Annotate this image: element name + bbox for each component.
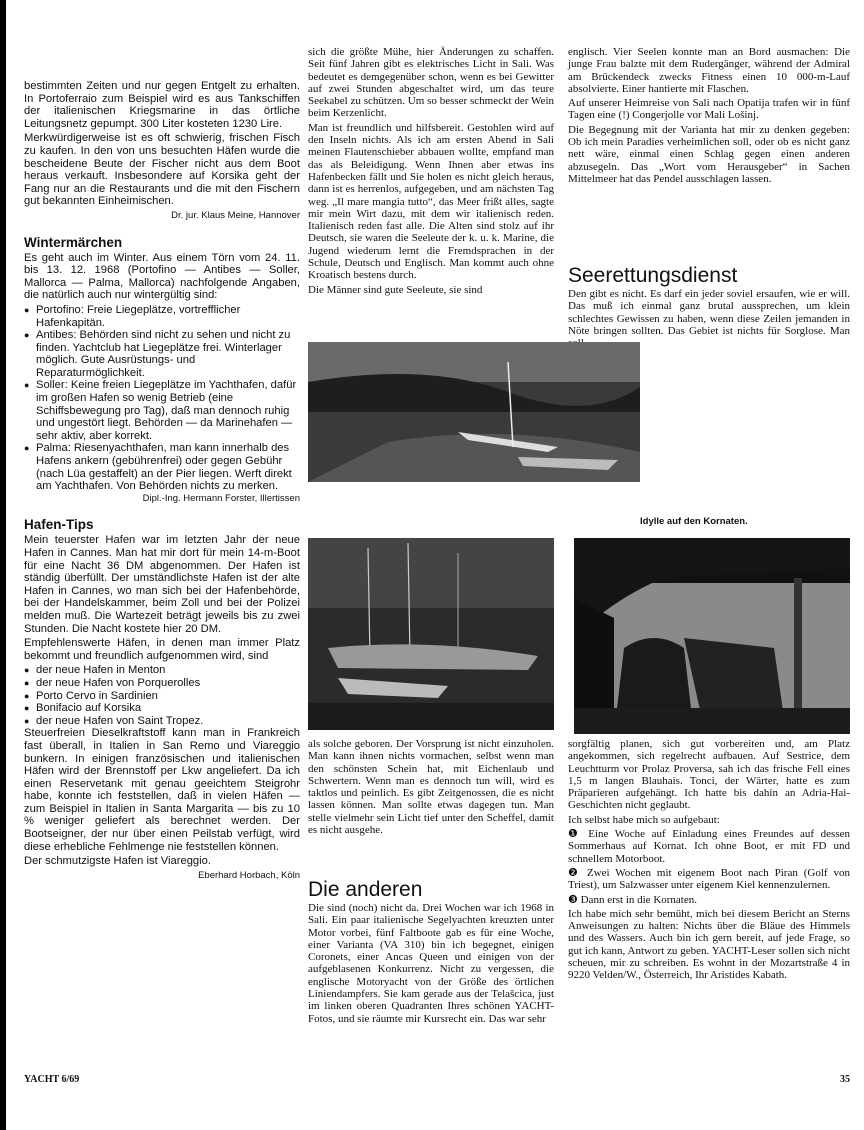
winter-intro: Es geht auch im Winter. Aus einem Törn vom 24. 11. bis 13. 12. 1968 (Portofino — Antibes — Soller, Mallorca — Palma, Mallorca) nachfolgende Angaben, die natürlich auch nur wintergültig sind: xyxy=(24,251,300,302)
heading-hafen-tips: Hafen-Tips xyxy=(24,517,94,533)
page-edge xyxy=(0,0,6,1130)
paragraph: sorgfältig planen, sich gut vorbereiten und, am Platz angekommen, sich regelrecht aufbauen. Auf Sestrice, dem Leuchtturm vor Prolaz Proversa, sah ich das frische Fell eines 1,5 m langen Blauhais. Tonci, der Wärter, hatte es zum Präparieren aufgehängt. Ich hatte bis dahin an Adria-Hai-Geschichten nicht geglaubt. xyxy=(568,738,850,812)
footer-issue: YACHT 6/69 xyxy=(24,1074,80,1085)
column-2-top xyxy=(308,46,554,336)
photo-image xyxy=(308,538,554,730)
intro-paragraph: bestimmten Zeiten und nur gegen Entgelt zu erhalten. In Portoferraio zum Beispiel wird es aus Tankschiffen der italienischen Kriegsmarine in das örtliche Leitungsnetz gepumpt. 300 Liter kosteten 1230 Lire. xyxy=(24,80,300,130)
harbor-item: ● Bonifacio auf Korsika xyxy=(24,702,300,715)
paragraph: als solche geboren. Der Vorsprung ist nicht einzuholen. Man kann ihnen nichts vormachen, selbst wenn man den schönsten Schein hat, mit Eichenlaub und Schwertern. Wenn man es dennoch tun will, wird es taktlos und peinlich. Es gibt Zeitgenossen, die es nicht lassen können. Man sollte etwas dagegen tun. Man stelle vielmehr sein Licht tief unter den Scheffel, damit es nicht ausgehe. xyxy=(308,738,554,837)
harbor-item: ● der neue Hafen von Porquerolles xyxy=(24,677,300,690)
page-number: 35 xyxy=(840,1074,850,1085)
diesel-paragraph: Steuerfreien Dieselkraftstoff kann man in Frankreich fast überall, in Italien in San Remo und Viareggio bunkern. In einigen französischen und italienischen Häfen wird der Brennstoff per Lkw angeliefert. Da ich einen Reservetank mit genau geeichtem Steigrohr habe, konnte ich feststellen, daß in vielen Häfen — zum Beispiel in Italien in Santa Margarita — bis zu 10 % weniger geliefert als berechnet werden. Der Bootseigner, der nur über einen Peilstab verfügt, wird diese erhebliche Fehlmenge nie feststellen können. xyxy=(24,727,300,853)
column-2-others xyxy=(308,878,554,1078)
heading-die-anderen: Die anderen xyxy=(308,878,423,901)
photo-harbor-night xyxy=(308,538,554,730)
recommend-list xyxy=(24,664,300,727)
winter-item: ● Soller: Keine freien Liegeplätze im Yachthafen, dafür im großen Hafen so wenig Betrieb (eine Schiffsbewegung pro Tag), daß man dennoch ruhig und ungestört liegt. Behörden — da Marinehafen — sehr aktiv, aber korrekt. xyxy=(24,379,300,442)
harbor-item: ● der neue Hafen in Menton xyxy=(24,664,300,677)
column-3-top xyxy=(568,46,850,246)
winter-item: ● Palma: Riesenyachthafen, man kann innerhalb des Hafens ankern (gebührenfrei) oder gegen Gebühr (nach Lüa gestaffelt) an der Pier liegen. Werft direkt am Yachthafen. Von Behörden nichts zu merken. xyxy=(24,442,300,492)
photo-caption: Idylle auf den Kornaten. xyxy=(640,516,748,527)
photo-image xyxy=(574,538,850,734)
column-3-bottom xyxy=(568,738,850,1068)
column-1 xyxy=(24,80,300,1080)
step-item: ❷ Zwei Wochen mit eigenem Boot nach Piran (Golf von Triest), um Salzwasser unter eigenem Kiel kennenzulernen. xyxy=(568,866,850,892)
harbor-item: ● der neue Hafen von Saint Tropez. xyxy=(24,715,300,728)
winter-list xyxy=(24,304,300,493)
photo-image xyxy=(308,342,640,482)
paragraph: Ich selbst habe mich so aufgebaut: xyxy=(568,813,720,826)
winter-item: ● Portofino: Freie Liegeplätze, vortrefflicher Hafenkapitän. xyxy=(24,304,300,329)
photo-kornaten-boats xyxy=(308,342,640,482)
paragraph: sich die größte Mühe, hier Änderungen zu schaffen. Seit fünf Jahren gibt es elektrisches Licht in Sali. Was bedeutet es demgegenüber schon, wenn es bei Gewitter auf zwei Stunden abgeschaltet wird, um das teure Seekabel zu schützen. Um so besser schmeckt der Wein beim Kerzenlicht. xyxy=(308,46,554,120)
step-item: ❶ Eine Woche auf Einladung eines Freundes auf dessen Sommerhaus auf Kornat. Ich ohne Boot, er mit FD und schnellem Motorboot. xyxy=(568,828,850,865)
step-item: ❸ Dann erst in die Kornaten. xyxy=(568,893,697,906)
recommend-intro: Empfehlenswerte Häfen, in denen man immer Platz bekommt und freundlich aufgenommen wird, sind xyxy=(24,637,300,662)
paragraph: Auf unserer Heimreise von Sali nach Opatija trafen wir in fünf Tagen eine (!) Congerjolle vor Mali Lošinj. xyxy=(568,97,850,122)
column-3-rescue xyxy=(568,264,850,337)
photo-sail-silhouette xyxy=(574,538,850,734)
fish-paragraph: Merkwürdigerweise ist es oft schwierig, frischen Fisch zu kaufen. In den von uns besuchten Häfen wurde die bescheidene Beute der Fischer nicht aus dem Boot heraus verkauft. Insbesondere auf Korsika geht der Fang nur an die Restaurants und die mit den Fischern gut bekannten Einheimischen. xyxy=(24,132,300,208)
paragraph: Die Begegnung mit der Varianta hat mir zu denken gegeben: Ob ich mein Paradies verheimlichen soll, oder ob es nicht ganz nett wäre, einmal einen Schlag gegen einen anderen abzusegeln. Das „Wort vom Herausgeber“ in Sachen Mittelmeer hat das Pendel ausschlagen lassen. xyxy=(568,123,850,185)
paragraph: Die Männer sind gute Seeleute, sie sind xyxy=(308,283,483,296)
paragraph: Die sind (noch) nicht da. Drei Wochen war ich 1968 in Sali. Ein paar italienische Segelyachten kreuzten unter Motor vorbei, fünf Faltboote gab es für eine Woche, einer Varianta (VA 310) bin ich begegnet, einigen Coronets, einer Ancas Queen und einigen von der aufgeblasenen Konkurrenz. Nicht zu vergessen, die englische Motoryacht von der Größe des örtlichen Liniendampfers. Sie kam gerade aus der Telašcica, just im linken oberen Quadranten Ihres schönen YACHT-Fotos, und sie räumte mir Kursrecht ein. Das war sehr xyxy=(308,902,554,1025)
tips-paragraph: Mein teuerster Hafen war im letzten Jahr der neue Hafen in Cannes. Man hat mir dort für mein 14-m-Boot für eine Nacht 36 DM abgenommen. Der Hafen ist ständig überfüllt. Der umständlichste Hafen ist der alte Hafen in Cannes, wo man sich bei der Hafenbehörde, bei der Handelskammer, beim Zoll und bei der Polizei melden muß. Die Wartezeit beträgt jeweils bis zu zwei Stunden. Die Nacht kostete hier 20 DM. xyxy=(24,534,300,635)
heading-wintermaerchen: Wintermärchen xyxy=(24,234,123,250)
signature-horbach: Eberhard Horbach, Köln xyxy=(198,869,300,881)
paragraph: englisch. Vier Seelen konnte man an Bord ausmachen: Die junge Frau balzte mit dem Rudergänger, während der Admiral am Brückendeck zwecks Fitness einen 10 000-m-Lauf absolvierte. Einer hantierte mit Flaschen. xyxy=(568,46,850,95)
signature-forster: Dipl.-Ing. Hermann Forster, Illertissen xyxy=(142,492,300,504)
harbor-item: ● Porto Cervo in Sardinien xyxy=(24,690,300,703)
paragraph: Man ist freundlich und hilfsbereit. Gestohlen wird auf den Inseln nichts. Als ich am ersten Abend in Sali meinen Flautenschieber abbauen wollte, empfand man das als Beleidigung. Wenn Ihnen aber etwas ins Hafenbecken fällt und Sie holen es nicht gleich heraus, dann ist es herrenlos, aufgegeben, und am nächsten Tag weg. „Il mare mangia tutto“, das Meer frißt alles, sagte mir mein Wirt dazu, mit dem wir italienisch reden. Italienisch reden fast alle. Die Alten sind stolz auf ihr Deutsch, sie waren die Seeleute der k. u. k. Marine, die Jugend wiederum lernt die Fremdsprachen in der Schule, Deutsch und Englisch. Man kommt auch ohne Kroatisch bestens durch. xyxy=(308,121,554,282)
paragraph: Den gibt es nicht. Es darf ein jeder soviel ersaufen, wie er will. Das muß ich einmal ganz brutal aussprechen, um klein schlechtes Gewissen zu haben, wenn diese Zeilen jemanden in Nöte bringen sollten. Das Gebiet ist nichts für Sorglose. Man xyxy=(568,288,850,337)
heading-seerettungsdienst: Seerettungsdienst xyxy=(568,264,738,287)
column-2-bottom xyxy=(308,738,554,858)
dirty-paragraph: Der schmutzigste Hafen ist Viareggio. xyxy=(24,855,211,868)
winter-item: ● Antibes: Behörden sind nicht zu sehen und nicht zu finden. Yachtclub hat Liegeplätze frei. Winterlager möglich. Gute Ausrüstungs- und Reparaturmöglichkeit. xyxy=(24,329,300,379)
signature-meine: Dr. jur. Klaus Meine, Hannover xyxy=(171,209,300,221)
paragraph: Ich habe mich sehr bemüht, mich bei diesem Bericht an Sterns Anweisungen zu halten: Nichts über die Bläue des Himmels und des Wassers. Auch bin ich gern bereit, auf jede Frage, so gut ich kann, Antwort zu geben. YACHT-Leser sollen sich nicht scheuen, mir zu schreiben. Es wohnt in der Mozartstraße 4 in 9220 Velden/W., Österreich, Ihr Aristides Kabath. xyxy=(568,907,850,982)
